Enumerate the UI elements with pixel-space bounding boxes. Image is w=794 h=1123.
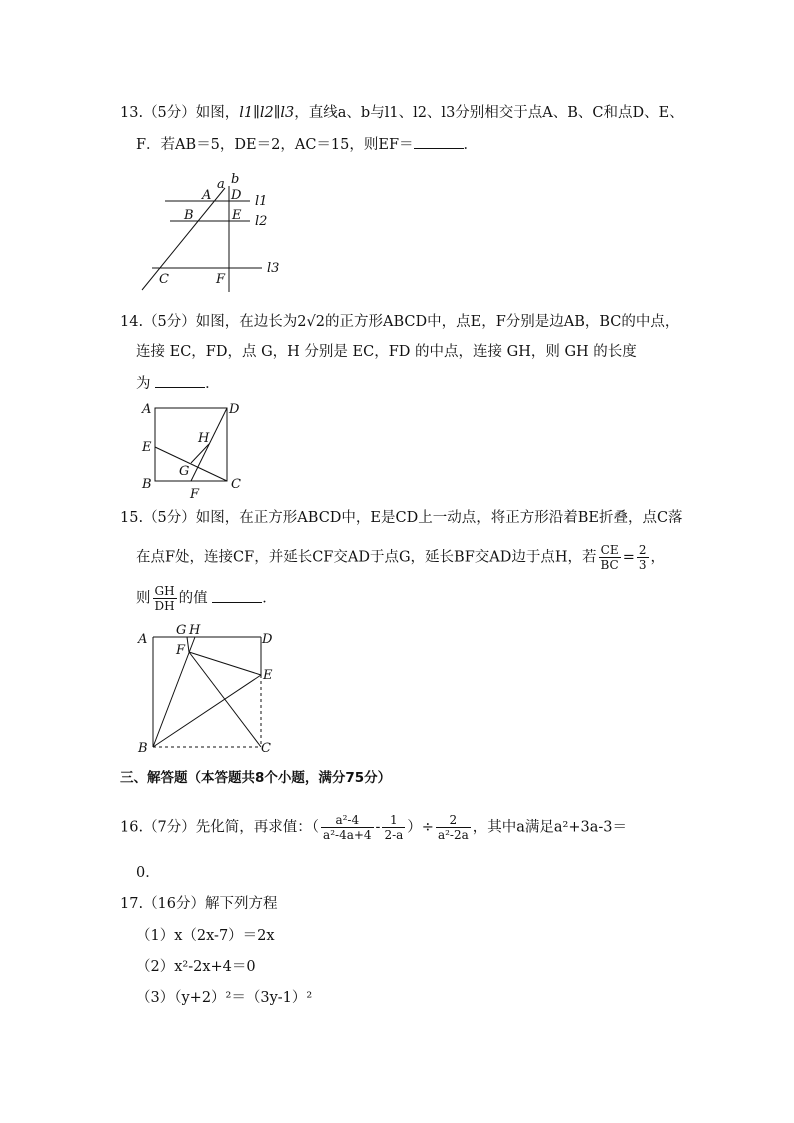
q13-label-A: A: [202, 188, 212, 203]
q17-equation-3: （3）（y+2）²＝（3y-1）²: [136, 990, 313, 1006]
q14-label-E: E: [142, 440, 152, 455]
q13-label-F: F: [216, 272, 226, 287]
q15-label-H: H: [189, 623, 201, 638]
q14-text-wei: 为: [136, 376, 151, 392]
q14-end: ．: [205, 376, 220, 392]
q17-equation-2: （2）x²-2x+4＝0: [136, 959, 256, 975]
q17-score: （16分）: [143, 896, 206, 912]
q13-text-a: 如图，: [195, 105, 240, 121]
q15-ask-fraction: $\frac{GH}{DH}$: [154, 584, 175, 613]
q13-text-b: ，直线a、b与l1、l2、l3分别相交于点A、B、C和点D、E、: [294, 105, 684, 121]
q14-score: （5分）: [143, 314, 196, 330]
q13-label-B: B: [184, 208, 194, 223]
q16-line1: [120, 813, 627, 842]
section-heading-3: 三、解答题（本答题共8个小题，满分75分）: [120, 770, 392, 786]
q16-score: （7分）: [143, 819, 196, 836]
q16-fraction-2: $\frac{1}{2-a}$: [384, 813, 404, 842]
q16-fraction-3: $\frac{2}{\text{a²-2a}}$: [437, 813, 469, 842]
q16-divide: ）÷: [407, 819, 434, 836]
q14-label-B: B: [142, 477, 152, 492]
q16-condition: ，其中a满足a²+3a-3＝: [472, 819, 628, 836]
q15-value-fraction: $\frac{2}{3}$: [638, 543, 647, 572]
q14-text-a: 如图，在边长为: [195, 314, 298, 330]
q17-line1: [120, 894, 278, 914]
q15-comma: ，: [650, 549, 666, 566]
q14-label-G: G: [179, 464, 190, 479]
q13-label-b: b: [231, 172, 240, 187]
q14-label-C: C: [231, 477, 241, 492]
q14-label-A: A: [142, 402, 152, 417]
q13-parallel-lines: l1∥l2∥l3: [239, 105, 295, 121]
q15-ratio-fraction: $\frac{CE}{BC}$: [600, 543, 619, 572]
q13-label-D: D: [231, 188, 242, 203]
q15-end: ．: [262, 590, 277, 607]
q13-label-l2: l2: [255, 214, 268, 229]
q16-line2: 0．: [136, 865, 160, 881]
q15-label-D: D: [262, 632, 273, 647]
q15-label-F: F: [176, 643, 186, 658]
q15-text-value: 的值: [178, 590, 208, 607]
q17-text: 解下列方程: [205, 896, 278, 912]
q15-label-E: E: [263, 668, 273, 683]
q14-number: 14.: [120, 314, 144, 330]
q15-label-B: B: [138, 741, 148, 756]
q16-fraction-1: $\frac{\text{a²-4}}{\text{a²-4a+4}}$: [323, 813, 372, 842]
q13-label-l1: l1: [255, 194, 268, 209]
q14-line2: 连接 EC，FD，点 G，H 分别是 EC，FD 的中点，连接 GH，则 GH 的长度: [136, 344, 637, 360]
q15-equals: =: [622, 549, 635, 566]
q13-label-l3: l3: [267, 261, 280, 276]
q15-text-ze: 则: [136, 590, 151, 607]
q16-minus: -: [375, 819, 381, 836]
q14-label-F: F: [190, 487, 200, 502]
q15-label-A: A: [138, 632, 148, 647]
q13-score: （5分）: [143, 105, 196, 121]
q15-text-line2: 在点F处，连接CF，并延长CF交AD于点G，延长BF交AD边于点H，若: [136, 549, 597, 566]
q17-equation-1: （1）x（2x-7）＝2x: [136, 928, 275, 944]
q14-text-b: 的正方形ABCD中，点E，F分别是边AB，BC的中点，: [325, 314, 680, 330]
q13-text-c: F．若AB＝5，DE＝2，AC＝15，则EF＝: [136, 137, 414, 153]
q14-label-D: D: [229, 402, 240, 417]
q13-label-C: C: [159, 272, 169, 287]
q13-label-E: E: [232, 208, 242, 223]
q15-label-C: C: [261, 741, 271, 756]
q13-number: 13.: [120, 105, 144, 121]
q16-text: 先化简，再求值：（: [195, 819, 320, 836]
q15-number: 15.: [120, 510, 144, 526]
q15-label-G: G: [176, 623, 187, 638]
q14-label-H: H: [198, 431, 210, 446]
q13-end: ．: [463, 137, 479, 153]
q13-label-a: a: [217, 177, 225, 192]
q17-number: 17.: [120, 896, 144, 912]
q16-number: 16.: [120, 819, 144, 836]
q15-text-line1: 如图，在正方形ABCD中，E是CD上一动点，将正方形沿着BE折叠，点C落: [195, 510, 683, 526]
q15-score: （5分）: [143, 510, 196, 526]
q14-side-length: 2√2: [297, 314, 325, 330]
